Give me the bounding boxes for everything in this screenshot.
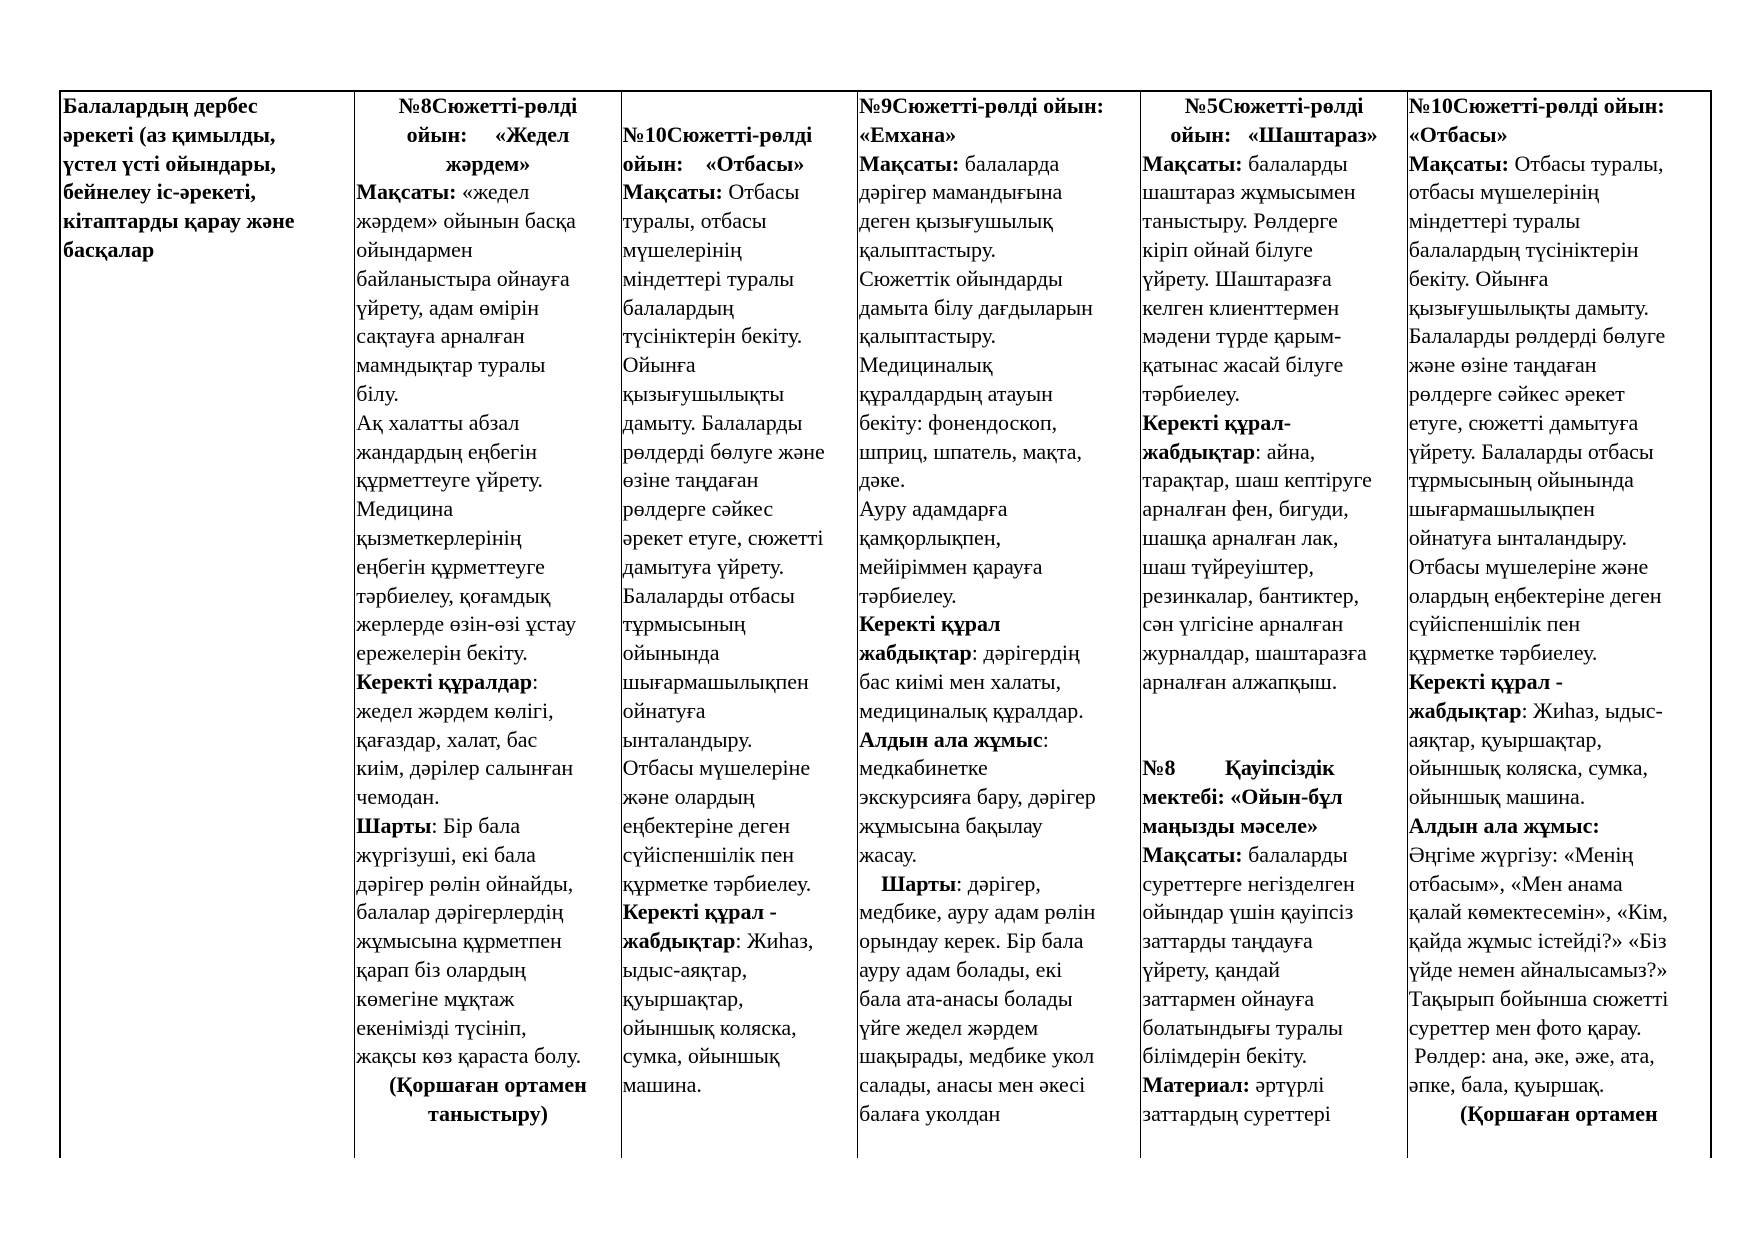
text-line: тұрмысының ойынында bbox=[1408, 467, 1634, 493]
day-cell-4 bbox=[1141, 92, 1407, 1158]
text-line: міндеттері туралы bbox=[1408, 208, 1581, 234]
text-line: бас киімі мен халаты, bbox=[859, 668, 1062, 694]
heading-line: басқалар bbox=[63, 236, 155, 262]
subject-footer: таныстыру) bbox=[427, 1100, 548, 1126]
text-line: дамытуға үйрету. bbox=[622, 553, 785, 579]
text-line: медбике, ауру адам рөлін bbox=[859, 899, 1096, 925]
tools-line: жабдықтар: дәрігердің bbox=[859, 640, 1080, 666]
rules-line: Шарты: Бір бала bbox=[356, 812, 521, 838]
text-line: қайда жұмыс істейді?» «Біз bbox=[1408, 928, 1667, 954]
prep-label: Алдын ала жұмыс: bbox=[1408, 812, 1600, 838]
text-line: рөлдерді бөлуге және bbox=[622, 438, 825, 464]
goal-label: Мақсаты: bbox=[622, 179, 723, 205]
safety-title-line: №8 Қауіпсіздік bbox=[1142, 755, 1335, 781]
text-line: Ойынға bbox=[622, 352, 696, 378]
subject-footer: (Қоршаған ортамен bbox=[389, 1072, 587, 1098]
goal-line: Мақсаты: балаларды bbox=[1142, 841, 1348, 867]
text-line: рөлдерге сәйкес әрекет bbox=[1408, 380, 1625, 406]
text-line: қатынас жасай білуге bbox=[1142, 352, 1344, 378]
text-line: резинкалар, бантиктер, bbox=[1142, 582, 1360, 608]
text-line: ойнатуға bbox=[622, 697, 706, 723]
goal-label: Мақсаты: bbox=[356, 179, 457, 205]
tools-line: жабдықтар: Жиһаз, ыдыс- bbox=[1408, 697, 1663, 723]
text-line: шығармашылықпен bbox=[622, 668, 809, 694]
tools-label: Керекті құрал - bbox=[1408, 668, 1563, 694]
day-cell-3 bbox=[858, 92, 1141, 1158]
tools-label: Керекті құрал - bbox=[622, 899, 777, 925]
text-line: Ақ халатты абзал bbox=[356, 409, 520, 435]
text-line: дамыту. Балаларды bbox=[622, 409, 803, 435]
text-line: жұмысына бақылау bbox=[859, 812, 1043, 838]
material-line: Материал: әртүрлі bbox=[1142, 1072, 1325, 1098]
roles-line: әпке, бала, қуыршақ. bbox=[1408, 1072, 1605, 1098]
text-line: қуыршақтар, bbox=[622, 985, 744, 1011]
text-line: шашқа арналған лак, bbox=[1142, 524, 1339, 550]
text-line: заттардың суреттері bbox=[1142, 1100, 1331, 1126]
game-title-line: №9Сюжетті-рөлді ойын: bbox=[859, 93, 1104, 118]
game-title-line: ойын: «Отбасы» bbox=[622, 150, 805, 176]
text-line: ойындармен bbox=[356, 236, 473, 262]
text-line: шаш түйреуіштер, bbox=[1142, 553, 1315, 579]
text-line: қалай көмектесемін», «Кім, bbox=[1408, 899, 1668, 925]
text-line: үйрету. Балаларды отбасы bbox=[1408, 438, 1654, 464]
text-line: ережелерін бекіту. bbox=[356, 640, 528, 666]
text-line: бекіту: фонендоскоп, bbox=[859, 409, 1058, 435]
rules-line: Шарты: дәрігер, bbox=[881, 870, 1041, 896]
text-line: қызығушылықты дамыту. bbox=[1408, 294, 1650, 320]
text-line: қызметкерлерінің bbox=[356, 524, 522, 550]
goal-line: Мақсаты: балаларды bbox=[1142, 150, 1348, 176]
text-line: суреттер мен фото қарау. bbox=[1408, 1014, 1642, 1040]
text-line: үйрету. Шаштаразға bbox=[1142, 265, 1332, 291]
text-line: балалардың түсініктерін bbox=[1408, 236, 1639, 262]
text-line: машина. bbox=[622, 1072, 702, 1098]
text-line: киім, дәрілер салынған bbox=[356, 755, 574, 781]
text-line: көмегіне мұқтаж bbox=[356, 985, 515, 1011]
text-line: жәрдем» ойынын басқа bbox=[356, 208, 576, 234]
rules-label: Шарты bbox=[356, 812, 432, 838]
tools-label: Керекті құралдар bbox=[356, 668, 533, 694]
text-line: құрметтеуге үйрету. bbox=[356, 467, 543, 493]
prep-label: Алдын ала жұмыс bbox=[859, 726, 1043, 752]
text-line: мамндықтар туралы bbox=[356, 352, 546, 378]
subject-footer: (Қоршаған ортамен bbox=[1460, 1100, 1658, 1126]
text-line: құрметке тәрбиелеу. bbox=[1408, 640, 1598, 666]
text-line: кіріп ойнай білуге bbox=[1142, 236, 1313, 262]
text-line: заттармен ойнауға bbox=[1142, 985, 1315, 1011]
text-line: таныстыру. Рөлдерге bbox=[1142, 208, 1338, 234]
text-line: салады, анасы мен әкесі bbox=[859, 1072, 1086, 1098]
game-title-line: «Емхана» bbox=[859, 121, 957, 147]
text-line: Әңгіме жүргізу: «Менің bbox=[1408, 841, 1634, 867]
text-line: еңбектеріне деген bbox=[622, 812, 791, 838]
text-line: Отбасы мүшелеріне және bbox=[1408, 553, 1649, 579]
text-line: аяқтар, қуыршақтар, bbox=[1408, 726, 1602, 752]
game-title-line: ойын: «Шаштараз» bbox=[1170, 121, 1378, 147]
text-line: бала ата-анасы болады bbox=[859, 985, 1073, 1011]
goal-line: Мақсаты: Отбасы bbox=[622, 179, 800, 205]
text-line: Медицина bbox=[356, 496, 454, 522]
text-line: шаштараз жұмысымен bbox=[1142, 179, 1356, 205]
rules-label: Шарты bbox=[881, 870, 957, 896]
goal-line: Мақсаты: Отбасы туралы, bbox=[1408, 150, 1664, 176]
text-line: қызығушылықты bbox=[622, 380, 785, 406]
safety-title-line: мектебі: «Ойын-бұл bbox=[1142, 784, 1343, 810]
text-line: арналған алжапқыш. bbox=[1142, 668, 1338, 694]
text-line: түсініктерін бекіту. bbox=[622, 323, 803, 349]
tools-label: Керекті құрал bbox=[859, 611, 1001, 637]
text-line: қалыптастыру. bbox=[859, 323, 997, 349]
text-line: дәке. bbox=[859, 467, 906, 493]
text-line: Сюжеттік ойындарды bbox=[859, 265, 1063, 291]
text-line: ойыншық коляска, bbox=[622, 1014, 797, 1040]
text-line: үйге жедел жәрдем bbox=[859, 1014, 1039, 1040]
text-line: тұрмысының bbox=[622, 611, 746, 637]
text-line: еңбегін құрметтеуге bbox=[356, 553, 545, 579]
text-line: отбасым», «Мен анама bbox=[1408, 870, 1623, 896]
text-line: құрметке тәрбиелеу. bbox=[622, 870, 812, 896]
text-line: қалыптастыру. bbox=[859, 236, 997, 262]
text-line: тәрбиелеу. bbox=[1142, 380, 1240, 406]
text-line: олардың еңбектеріне деген bbox=[1408, 582, 1662, 608]
text-line: білімдерін бекіту. bbox=[1142, 1043, 1308, 1069]
text-line: білу. bbox=[356, 380, 399, 406]
text-line: Балаларды рөлдерді бөлуге bbox=[1408, 323, 1666, 349]
text-line: орындау керек. Бір бала bbox=[859, 928, 1084, 954]
text-line: туралы, отбасы bbox=[622, 208, 767, 234]
text-line: келген клиенттермен bbox=[1142, 294, 1340, 320]
text-line: міндеттері туралы bbox=[622, 265, 795, 291]
text-line: ауру адам болады, екі bbox=[859, 956, 1063, 982]
text-line: жүргізуші, екі бала bbox=[356, 841, 536, 867]
text-line: үйде немен айналысамыз?» bbox=[1408, 956, 1668, 982]
goal-line: Мақсаты: балаларда bbox=[859, 150, 1060, 176]
text-line: бекіту. Ойынға bbox=[1408, 265, 1549, 291]
goal-line: Мақсаты: «жедел bbox=[356, 179, 530, 205]
text-line: байланыстыра ойнауға bbox=[356, 265, 570, 291]
text-line: өзіне таңдаған bbox=[622, 467, 759, 493]
text-line: жедел жәрдем көлігі, bbox=[356, 697, 554, 723]
game-title-line: ойын: «Жедел bbox=[406, 121, 570, 147]
text-line: сумка, ойыншық bbox=[622, 1043, 780, 1069]
game-title-line: №8Сюжетті-рөлді bbox=[398, 93, 578, 118]
text-line: ойыншық машина. bbox=[1408, 784, 1586, 810]
tools-label: Керекті құрал- bbox=[1142, 409, 1292, 435]
heading-line: кітаптарды қарау және bbox=[63, 208, 295, 234]
text-line: журналдар, шаштаразға bbox=[1142, 640, 1367, 666]
text-line: жұмысына құрметпен bbox=[356, 928, 562, 954]
text-line: Ауру адамдарға bbox=[859, 496, 1008, 522]
text-line: суреттерге негізделген bbox=[1142, 870, 1355, 896]
text-line: шприц, шпатель, мақта, bbox=[859, 438, 1082, 464]
text-line: балалардың bbox=[622, 294, 734, 320]
text-line: рөлдерге сәйкес bbox=[622, 496, 774, 522]
game-title-line: «Отбасы» bbox=[1408, 121, 1508, 147]
heading-line: үстел үсті ойындары, bbox=[63, 150, 276, 176]
text-line: мейіріммен қарауға bbox=[859, 553, 1043, 579]
heading-line: Балалардың дербес bbox=[63, 93, 258, 118]
text-line: қамқорлықпен, bbox=[859, 524, 1002, 550]
day-cell-5 bbox=[1408, 92, 1710, 1158]
text-line: Медициналық bbox=[859, 352, 993, 378]
text-line: ыдыс-аяқтар, bbox=[622, 956, 748, 982]
day-cell-1 bbox=[355, 92, 621, 1158]
text-line: сақтауға арналған bbox=[356, 323, 525, 349]
game-title-line: жәрдем» bbox=[445, 150, 531, 176]
text-line: арналған фен, бигуди, bbox=[1142, 496, 1349, 522]
text-line: және олардың bbox=[622, 784, 755, 810]
text-line: тарақтар, шаш кептіруге bbox=[1142, 467, 1372, 493]
text-line: экскурсияға бару, дәрігер bbox=[859, 784, 1096, 810]
prep-line: Алдын ала жұмыс: bbox=[859, 726, 1049, 752]
text-line: чемодан. bbox=[356, 784, 440, 810]
text-line: медициналық құралдар. bbox=[859, 697, 1084, 723]
text-line: қағаздар, халат, бас bbox=[356, 726, 538, 752]
text-line: дәрігер мамандығына bbox=[859, 179, 1063, 205]
text-line: ойындар үшін қауіпсіз bbox=[1142, 899, 1354, 925]
text-line: және өзіне таңдаған bbox=[1408, 352, 1597, 378]
goal-label: Мақсаты: bbox=[1408, 150, 1509, 176]
text-line: Тақырып бойынша сюжетті bbox=[1408, 985, 1669, 1011]
text-line: болатындығы туралы bbox=[1142, 1014, 1343, 1040]
section-heading-cell bbox=[61, 92, 355, 1158]
heading-line: әрекеті (аз қимылды, bbox=[63, 121, 276, 147]
goal-label: Мақсаты: bbox=[859, 150, 960, 176]
text-line: әрекет етуге, сюжетті bbox=[622, 524, 824, 550]
safety-title-line: маңызды мәселе» bbox=[1142, 812, 1318, 838]
goal-label: Мақсаты: bbox=[1142, 150, 1243, 176]
roles-line: Рөлдер: ана, әке, әже, ата, bbox=[1408, 1043, 1655, 1069]
text-line: жасау. bbox=[859, 841, 918, 867]
text-line: сән үлгісіне арналған bbox=[1142, 611, 1344, 637]
text-line: екенімізді түсініп, bbox=[356, 1014, 527, 1040]
text-line: үйрету, адам өмірін bbox=[356, 294, 540, 320]
text-line: шақырады, медбике укол bbox=[859, 1043, 1095, 1069]
text-line: жерлерде өзін-өзі ұстау bbox=[356, 611, 577, 637]
game-title-line: №5Сюжетті-рөлді bbox=[1184, 93, 1364, 118]
text-line: отбасы мүшелерінің bbox=[1408, 179, 1600, 205]
text-line: мүшелерінің bbox=[622, 236, 742, 262]
text-line: деген қызығушылық bbox=[859, 208, 1053, 234]
material-label: Материал: bbox=[1142, 1072, 1250, 1098]
text-line: жақсы көз қараста болу. bbox=[356, 1043, 582, 1069]
game-title-line: №10Сюжетті-рөлді ойын: bbox=[1408, 93, 1665, 118]
game-title-line: №10Сюжетті-рөлді bbox=[622, 121, 813, 147]
tools-line: жабдықтар: Жиһаз, bbox=[622, 928, 814, 954]
text-line: мәдени түрде қарым- bbox=[1142, 323, 1342, 349]
text-line: дәрігер рөлін ойнайды, bbox=[356, 870, 574, 896]
text-line: тәрбиелеу, қоғамдық bbox=[356, 582, 551, 608]
text-line: дамыта білу дағдыларын bbox=[859, 294, 1093, 320]
text-line: тәрбиелеу. bbox=[859, 582, 957, 608]
text-line: медкабинетке bbox=[859, 755, 988, 781]
day-cell-2 bbox=[622, 92, 858, 1158]
text-line: ойыншық коляска, сумка, bbox=[1408, 755, 1648, 781]
plan-table bbox=[59, 90, 1712, 1158]
text-line: балалар дәрігерлердің bbox=[356, 899, 564, 925]
tools-line: Керекті құралдар: bbox=[356, 668, 539, 694]
text-line: ойнатуға ынталандыру. bbox=[1408, 524, 1627, 550]
text-line: ынталандыру. bbox=[622, 726, 753, 752]
text-line: балаға уколдан bbox=[859, 1100, 1001, 1126]
text-line: заттарды таңдауға bbox=[1142, 928, 1313, 954]
text-line: Балаларды отбасы bbox=[622, 582, 795, 608]
text-line: үйрету, қандай bbox=[1142, 956, 1280, 982]
text-line: ойынында bbox=[622, 640, 720, 666]
text-line: шығармашылықпен bbox=[1408, 496, 1595, 522]
text-line: етуге, сюжетті дамытуға bbox=[1408, 409, 1639, 435]
text-line: сүйіспеншілік пен bbox=[1408, 611, 1581, 637]
text-line: сүйіспеншілік пен bbox=[622, 841, 795, 867]
goal-label: Мақсаты: bbox=[1142, 841, 1243, 867]
heading-line: бейнелеу іс-әрекеті, bbox=[63, 179, 256, 205]
text-line: құралдардың атауын bbox=[859, 380, 1053, 406]
text-line: Отбасы мүшелеріне bbox=[622, 755, 811, 781]
text-line: жандардың еңбегін bbox=[356, 438, 538, 464]
text-line: қарап біз олардың bbox=[356, 956, 526, 982]
tools-line: жабдықтар: айна, bbox=[1142, 438, 1316, 464]
